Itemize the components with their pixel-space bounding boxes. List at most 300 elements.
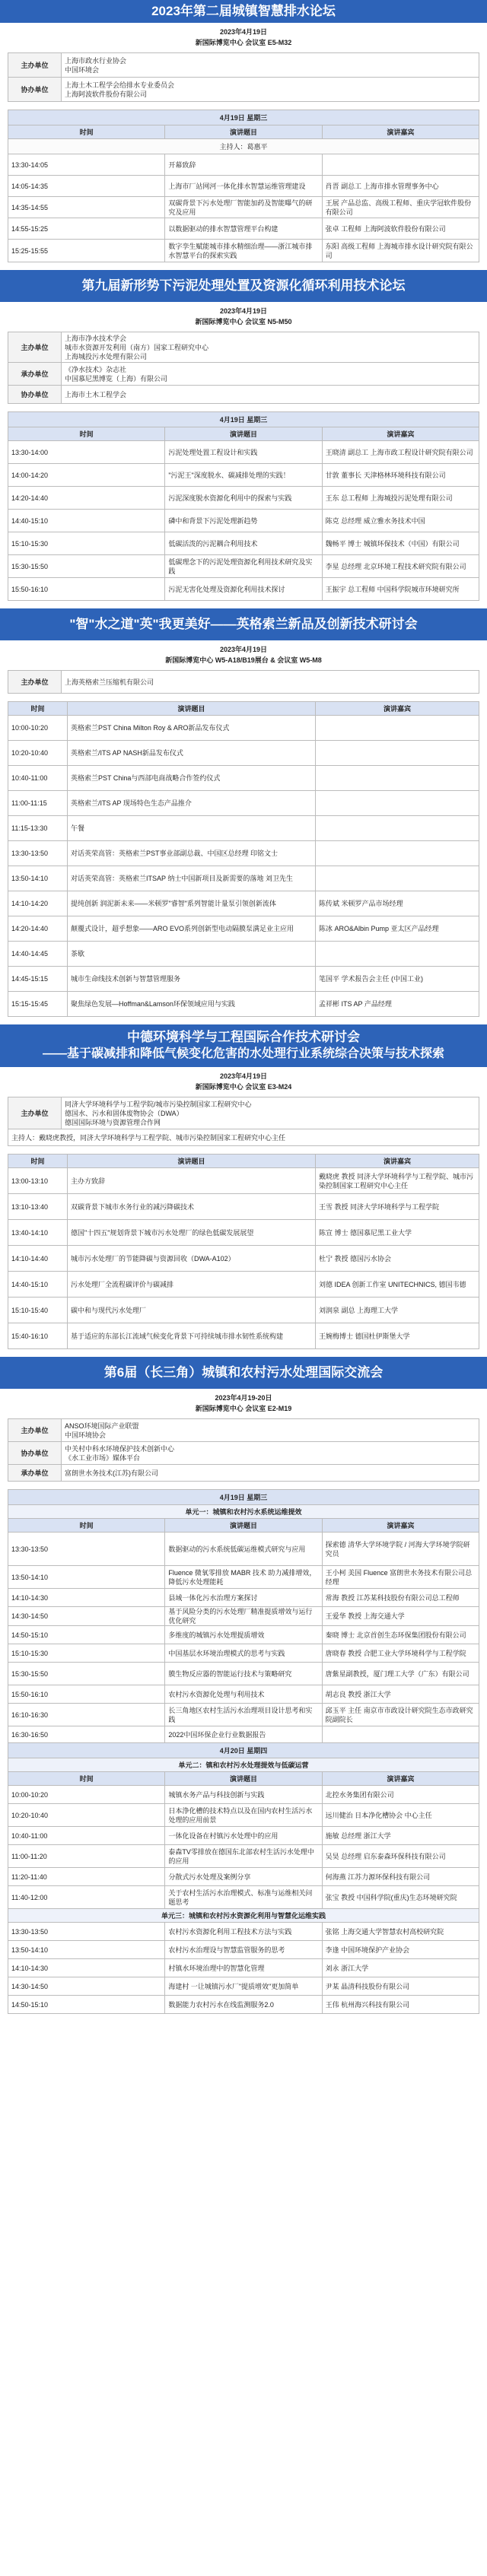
table-cell: 双碳背景下污水处理厂智能加药及智能曝气的研究及应用 [165,197,322,218]
table-cell: 演讲题目 [68,1155,316,1168]
schedule-table-4 [8,1154,479,1349]
table-cell [322,1726,479,1743]
table-row [8,1129,479,1146]
table-cell: 分散式污水处理及案例分享 [165,1868,322,1886]
table-row [8,427,479,441]
text-line: 上海土木工程学会给排水专业委员会 [65,81,175,89]
table-row [8,218,479,240]
table-cell: 王婉梅博士 德国杜伊斯堡大学 [316,1323,479,1349]
table-cell: 县域一体化污水治理方案探讨 [165,1589,322,1607]
table-row [8,1589,479,1607]
table-row [8,816,479,841]
table-cell: 王雪 教授 同济大学环境科学与工程学院 [316,1194,479,1220]
table-row [8,1644,479,1663]
table-cell: 时间 [8,427,165,441]
table-cell: 魏畅平 博士 城镇环保技术（中国）有限公司 [322,532,479,555]
table-cell: 14:10-14:30 [8,1589,165,1607]
table-row [8,942,479,967]
table-cell: 演讲嘉宾 [322,1772,479,1786]
table-cell: 对话英荣高管：英格索兰PST事业部副总裁、中国区总经理 印铭文士 [68,841,316,866]
table-cell: 德国"十四五"规划背景下城市污水处理厂的绿色低碳发展展望 [68,1220,316,1246]
text-line: 上海英格索兰压缩机有限公司 [65,678,154,686]
forum-meta-1 [0,23,487,52]
text-line: 同济大学环境科学与工程学院/城市污染控制国家工程研究中心 [65,1100,252,1108]
table-cell: 13:50-14:10 [8,866,68,891]
table-cell: 时间 [8,1772,165,1786]
table-cell [8,1129,479,1146]
table-row [8,1977,479,1996]
table-cell: 13:10-13:40 [8,1194,68,1220]
table-row [8,1465,479,1482]
table-cell: 杜宁 教授 德国污水协会 [316,1246,479,1272]
table-cell: 王小柯 美国 Fluence 富朗世水务技术有限公司总经理 [322,1566,479,1589]
table-cell: 15:50-16:10 [8,1685,165,1704]
table-cell [62,386,479,404]
table-cell: 13:30-14:05 [8,154,165,176]
table-cell: 14:10-14:40 [8,1246,68,1272]
table-cell: 孟祥彬 ITS AP 产品经理 [316,992,479,1017]
table-row [8,487,479,510]
table-cell: 基于适应的东部长江流域气候变化背景下可持续城市排水韧性系统构建 [68,1323,316,1349]
table-cell: 13:30-13:50 [8,1923,165,1941]
table-cell: 时间 [8,702,68,716]
table-row [8,992,479,1017]
table-cell: 英格索兰/ITS AP NASH新品发布仪式 [68,741,316,766]
table-cell: 刘润泉 副总 上海理工大学 [316,1298,479,1323]
table-cell: 城市生命线技术创新与智慧管理服务 [68,967,316,992]
table-row [8,1704,479,1726]
table-cell: 11:00-11:20 [8,1845,165,1868]
table-cell: 李星 总经理 北京环境工程技术研究院有限公司 [322,555,479,578]
table-cell: 吴昊 总经理 启东泰森环保科技有限公司 [322,1845,479,1868]
table-cell: Fluence 微氧零排放 MABR 技术 助力减排增效，降低污水处理能耗 [165,1566,322,1589]
table-cell: 承办单位 [8,1465,62,1482]
forum-title: 第6届（长三角）城镇和农村污水处理国际交流会 [103,1365,384,1380]
table-cell: 东阳 高级工程师 上海城市排水设计研究院有限公司 [322,240,479,262]
table-row [8,1272,479,1298]
table-cell: 15:25-15:55 [8,240,165,262]
day-header: 4月19日 星期三 [8,110,479,125]
text-line: 城市水资源开发利用（南方）国家工程研究中心 [65,343,209,351]
table-cell: 张铭 上海交通大学智慧农村高校研究院 [322,1923,479,1941]
forum-meta-4 [0,1067,487,1097]
table-cell: 13:30-13:50 [8,841,68,866]
table-cell: 陈冰 ARO&Albin Pump 亚太区产品经理 [316,916,479,942]
table-cell: 13:40-14:10 [8,1220,68,1246]
table-cell: 14:20-14:40 [8,916,68,942]
table-cell: 16:30-16:50 [8,1726,165,1743]
table-cell: 协办单位 [8,386,62,404]
table-row [8,363,479,386]
table-row [8,1909,479,1923]
table-cell: 何海燕 江苏力源环保科技有限公司 [322,1868,479,1886]
table-cell: 陈克 总经理 威立雅水务技术中国 [322,510,479,532]
table-cell [62,671,479,694]
table-cell: 14:35-14:55 [8,197,165,218]
table-cell [62,1465,479,1482]
table-cell: 城镇水务产品与科技创新与实践 [165,1786,322,1804]
forum-title: "智"水之道"英"我更美好——英格索兰新品及创新技术研讨会 [69,617,418,631]
table-cell: 日本浄化槽的技术特点以及在国内农村生活污水处理的应用前景 [165,1804,322,1827]
table-cell: 王东 总工程师 上海城投污泥处理有限公司 [322,487,479,510]
table-row [8,1941,479,1959]
table-cell: 14:40-15:10 [8,1272,68,1298]
table-cell: 戴晓虎 教授 同济大学环境科学与工程学院、城市污染控制国家工程研究中心主任 [316,1168,479,1194]
schedule-table-3 [8,701,479,1017]
table-row [8,1959,479,1977]
text-line: 中国环境会 [65,65,100,74]
table-row [8,1168,479,1194]
table-cell: 尹某 晶清科技股份有限公司 [322,1977,479,1996]
table-row [8,716,479,741]
forum-banner-5 [0,1357,487,1389]
text-line: 中国环境协会 [65,1431,107,1439]
table-row [8,197,479,218]
table-cell: 中国基层水环境治理模式的思考与实践 [165,1644,322,1663]
table-cell: 协办单位 [8,1442,62,1465]
table-cell: 胡志良 教授 浙江大学 [322,1685,479,1704]
col-topic: 演讲题目 [165,125,322,139]
table-cell [316,716,479,741]
table-row [8,1827,479,1845]
table-row [8,841,479,866]
forum-meta-5 [0,1389,487,1418]
text-line: 《净水技术》杂志社 [65,365,127,373]
table-row [8,386,479,404]
table-cell: 11:20-11:40 [8,1868,165,1886]
table-cell: 14:10-14:20 [8,891,68,916]
table-cell: 15:15-15:45 [8,992,68,1017]
table-cell: 李逢 中国环境保护产业协会 [322,1941,479,1959]
table-row [8,1685,479,1704]
table-row [8,1490,479,1505]
table-row [8,1505,479,1519]
table-cell: 低碳活泼的污泥耦合利用技术 [165,532,322,555]
table-cell: 单元二：镇和农村污水处理提效与低碳运营 [8,1758,479,1772]
table-row [8,1886,479,1909]
forum-venue: 新国际博览中心 会议室 E3-M24 [195,1083,292,1091]
table-cell: 主办单位 [8,1097,62,1129]
table-cell: 污水处理厂全流程碳评价与碳减排 [68,1272,316,1298]
table-cell: 15:10-15:40 [8,1298,68,1323]
table-cell [316,942,479,967]
organizer-label: 协办单位 [8,78,62,102]
table-cell: 上海市厂站网河一体化排水智慧运维管理建设 [165,176,322,197]
table-cell: 15:30-15:50 [8,555,165,578]
table-cell: 演讲题目 [165,427,322,441]
table-cell: 14:30-14:50 [8,1607,165,1626]
table-cell: 王晓清 副总工 上海市政工程设计研究院有限公司 [322,441,479,464]
table-cell: 城市污水处理厂的节能降碳与资源回收（DWA-A102） [68,1246,316,1272]
table-cell: 王爱华 教授 上海交通大学 [322,1607,479,1626]
table-cell: 14:50-15:10 [8,1996,165,2014]
table-cell: 14:05-14:35 [8,176,165,197]
table-cell: 15:50-16:10 [8,578,165,601]
table-cell: 一体化设备在村镇污水处理中的应用 [165,1827,322,1845]
table-cell: 刘德 IDEA 创新工作室 UNITECHNICS, 德国韦德 [316,1272,479,1298]
table-row [8,78,479,102]
forum-banner-4 [0,1024,487,1067]
table-cell: 关于农村生活污水治理模式、标准与运维相关问题思考 [165,1886,322,1909]
table-cell: 张卓 工程师 上海阿波软件股份有限公司 [322,218,479,240]
table-cell: 茶歇 [68,942,316,967]
table-cell: 13:30-14:00 [8,441,165,464]
table-row [8,671,479,694]
table-cell: 演讲嘉宾 [316,702,479,716]
table-cell [322,154,479,176]
forum-meta-2 [0,302,487,332]
table-row [8,916,479,942]
table-cell: 英格索兰/ITS AP 现场特色生态产品推介 [68,791,316,816]
table-cell: 2022中国环保企业行业数据报告 [165,1726,322,1743]
table-cell: 王振宇 总工程师 中国科学院城市环境研究所 [322,578,479,601]
table-cell: 英格索兰PST China Milton Roy & ARO新品发布仪式 [68,716,316,741]
table-cell: 11:40-12:00 [8,1886,165,1909]
table-row [8,1726,479,1743]
table-cell: 演讲题目 [165,1772,322,1786]
forum-meta-3 [0,640,487,670]
table-cell: 陈传斌 米顿罗产品市场经理 [316,891,479,916]
table-cell: 英格索兰PST China与西部电商战略合作签约仪式 [68,766,316,791]
table-cell [316,766,479,791]
table-cell: 污泥深度脱水资源化利用中的探索与实践 [165,487,322,510]
table-cell: 单元三：城镇和农村污水资源化利用与智慧化运维实践 [8,1909,479,1923]
table-row [8,967,479,992]
table-cell [62,332,479,363]
table-cell: 北控水务集团有限公司 [322,1786,479,1804]
table-cell [316,741,479,766]
table-row [8,1996,479,2014]
table-row [8,139,479,154]
table-cell [62,1097,479,1129]
table-cell: "污泥王"深度脱水、碳减排处理的实践！ [165,464,322,487]
table-cell: 施敏 总经理 浙江大学 [322,1827,479,1845]
table-cell: 海建村 一让城镇污水厂"提质增效"更加简单 [165,1977,322,1996]
table-cell: 长三角地区农村生活污水治理项目设计思考和实践 [165,1704,322,1726]
table-cell: 4月20日 星期四 [8,1743,479,1758]
forum-subtitle: ——基于碳减排和降低气候变化危害的水处理行业系统综合决策与技术探索 [42,1047,444,1060]
table-cell: 14:00-14:20 [8,464,165,487]
table-cell: 泰森TV零排放在德国东北部农村生活污水处理中的应用 [165,1845,322,1868]
table-row [8,741,479,766]
table-cell: 多维度的城镇污水处理提质增效 [165,1626,322,1644]
text-line: 德国水、污水和固体废物协会（DWA） [65,1109,183,1117]
table-cell: 14:30-14:50 [8,1977,165,1996]
table-cell: 数字孪生赋能城市排水精细治理——浙江城市排水智慧平台的探索实践 [165,240,322,262]
table-cell: 基于风险分类的污水处理厂精准提质增效与运行优化研究 [165,1607,322,1626]
table-cell: 承办单位 [8,363,62,386]
table-row [8,1607,479,1626]
table-cell: 双碳背景下城市水务行业的减污降碳技术 [68,1194,316,1220]
table-cell: 15:30-15:50 [8,1663,165,1685]
table-cell: 磷中和背景下污泥处理新趋势 [165,510,322,532]
table-cell: 张宝 教授 中国科学院(重庆)生态环境研究院 [322,1886,479,1909]
table-row [8,578,479,601]
table-cell: 开幕致辞 [165,154,322,176]
table-row [8,555,479,578]
table-cell: 唐紫星副教授，厦门理工大学（广东）有限公司 [322,1663,479,1685]
table-cell: 演讲题目 [165,1519,322,1533]
forum-date: 2023年4月19日 [219,1072,268,1080]
table-cell: 4月19日 星期三 [8,1490,479,1505]
organizer-table-4 [8,1097,479,1146]
table-row [8,891,479,916]
text-line: 上海阿波软件股份有限公司 [65,90,148,98]
table-cell: 远川健治 日本净化槽协会 中心主任 [322,1804,479,1827]
table-cell: 11:15-13:30 [8,816,68,841]
text-line: 德国国际环境与资源管理合作网 [65,1118,161,1126]
table-row [8,1246,479,1272]
table-cell: 14:50-15:10 [8,1626,165,1644]
table-cell: 数据能力农村污水在线监测服务2.0 [165,1996,322,2014]
table-cell: 王展 产品总监、高级工程师、重庆学冠软件股份有限公司 [322,197,479,218]
text-line: 主持人：戴晓虎教授，同济大学环境科学与工程学院、城市污染控制国家工程研究中心主任 [11,1133,286,1142]
table-cell: 10:40-11:00 [8,766,68,791]
table-cell: 13:50-14:10 [8,1941,165,1959]
table-cell: 膜生物反应器的智能运行技术与策略研究 [165,1663,322,1685]
table-row [8,766,479,791]
table-row [8,1566,479,1589]
table-row [8,332,479,363]
schedule-table-2 [8,411,479,601]
organizer-label: 主办单位 [8,53,62,78]
table-cell: 唐晓春 教授 合肥工业大学环境科学与工程学院 [322,1644,479,1663]
text-line: 《水工业市场》媒体平台 [65,1453,141,1462]
table-row [8,532,479,555]
table-cell: 农村污水资源化处理与利用技术 [165,1685,322,1704]
table-row [8,1419,479,1442]
forum-venue: 新国际博览中心 会议室 E5-M32 [195,39,292,46]
table-cell: 10:20-10:40 [8,741,68,766]
organizer-names [62,78,479,102]
table-cell [62,1442,479,1465]
table-cell: 10:00-10:20 [8,716,68,741]
table-cell: 时间 [8,1155,68,1168]
table-cell [316,791,479,816]
forum-banner-3 [0,608,487,640]
table-cell [316,866,479,891]
table-cell: 邱玉平 主任 南京市市政设计研究院生态市政研究院副院长 [322,1704,479,1726]
table-cell: 主办单位 [8,1419,62,1442]
table-row [8,1533,479,1566]
organizer-table-1 [8,52,479,102]
organizer-table-5 [8,1418,479,1482]
forum-title: 中德环境科学与工程国际合作技术研讨会 [127,1030,360,1044]
table-cell: 主办单位 [8,671,62,694]
table-cell [316,841,479,866]
table-row [8,1519,479,1533]
text-line: 中国慕尼黑博览（上海）有限公司 [65,374,168,383]
forum-venue: 新国际博览中心 会议室 E2-M19 [195,1405,292,1412]
table-row [8,125,479,139]
forum-date: 2023年4月19日 [219,307,268,315]
table-row [8,510,479,532]
table-cell: 低碳理念下的污泥处理资源化利用技术研究及实践 [165,555,322,578]
table-cell: 肖晋 副总工 上海市排水管理事务中心 [322,176,479,197]
table-cell: 王伟 杭州海兴科技有限公司 [322,1996,479,2014]
table-row [8,1626,479,1644]
table-cell: 13:30-13:50 [8,1533,165,1566]
table-cell [62,1419,479,1442]
table-row [8,791,479,816]
host-row: 主持人：葛惠平 [8,139,479,154]
table-cell: 14:20-14:40 [8,487,165,510]
text-line: 上海市土木工程学会 [65,390,127,399]
table-row [8,1772,479,1786]
table-row [8,441,479,464]
table-cell: 颠覆式设计，超乎想象——ARO EVO系列创新型电动隔膜泵满足业主应用 [68,916,316,942]
table-row [8,1786,479,1804]
table-cell: 14:45-15:15 [8,967,68,992]
table-row [8,1868,479,1886]
table-cell: 污泥处理处置工程设计和实践 [165,441,322,464]
forum-venue: 新国际博览中心 W5-A18/B19展台 & 会议室 W5-M8 [165,656,322,664]
table-row [8,1923,479,1941]
table-row [8,1442,479,1465]
organizer-table-3 [8,670,479,694]
table-cell: 甘敦 董事长 天津格林环境科技有限公司 [322,464,479,487]
col-time: 时间 [8,125,165,139]
table-cell: 13:50-14:10 [8,1566,165,1589]
table-row [8,1845,479,1868]
forum-date: 2023年4月19日 [219,28,268,36]
table-row [8,154,479,176]
table-cell: 单元一：城镇和农村污水系统运维提效 [8,1505,479,1519]
table-row [8,1758,479,1772]
forum-date: 2023年4月19-20日 [215,1394,272,1402]
table-cell: 碳中和与现代污水处理厂 [68,1298,316,1323]
table-cell: 陈宣 博士 德国慕尼黑工业大学 [316,1220,479,1246]
table-cell: 对话英荣高管：英格索兰ITSAP 纳士中国新项目及新需要的落地 刘卫先生 [68,866,316,891]
table-cell: 15:40-16:10 [8,1323,68,1349]
forum-date: 2023年4月19日 [219,646,268,653]
table-cell: 提纯创新 润泥新未来——米顿罗"睿智"系列智能计量泵引领创新流体 [68,891,316,916]
table-row [8,176,479,197]
table-row [8,1220,479,1246]
table-row [8,1743,479,1758]
table-row [8,53,479,78]
text-line: 富朗世水务技术(江苏)有限公司 [65,1469,158,1477]
table-cell: 演讲嘉宾 [322,1519,479,1533]
table-cell: 15:10-15:30 [8,532,165,555]
table-cell: 数据驱动的污水系统低碳运维模式研究与应用 [165,1533,322,1566]
table-cell: 演讲题目 [68,702,316,716]
table-cell [62,363,479,386]
table-cell: 村镇水环境治理中的智慧化管理 [165,1959,322,1977]
table-row [8,110,479,125]
table-cell: 演讲嘉宾 [322,427,479,441]
table-cell [316,816,479,841]
forum-title: 第九届新形势下污泥处理处置及资源化循环利用技术论坛 [81,278,406,293]
text-line: 上海市净水技术学会 [65,334,127,342]
table-cell: 10:40-11:00 [8,1827,165,1845]
table-cell: 4月19日 星期三 [8,412,479,427]
text-line: 中关村中科水环境保护技术创新中心 [65,1444,175,1453]
table-cell: 14:10-14:30 [8,1959,165,1977]
table-cell: 笔国平 学术报告会主任 (中国工业) [316,967,479,992]
table-cell: 15:10-15:30 [8,1644,165,1663]
schedule-table-5 [8,1489,479,2014]
forum-title: 2023年第二届城镇智慧排水论坛 [151,4,336,18]
table-cell: 14:40-15:10 [8,510,165,532]
table-cell: 13:00-13:10 [8,1168,68,1194]
table-cell: 16:10-16:30 [8,1704,165,1726]
table-cell: 11:00-11:15 [8,791,68,816]
table-cell: 探索德 清华大学环境学院 / 河海大学环境学院研究员 [322,1533,479,1566]
table-cell: 主办方致辞 [68,1168,316,1194]
table-row [8,1097,479,1129]
table-row [8,866,479,891]
